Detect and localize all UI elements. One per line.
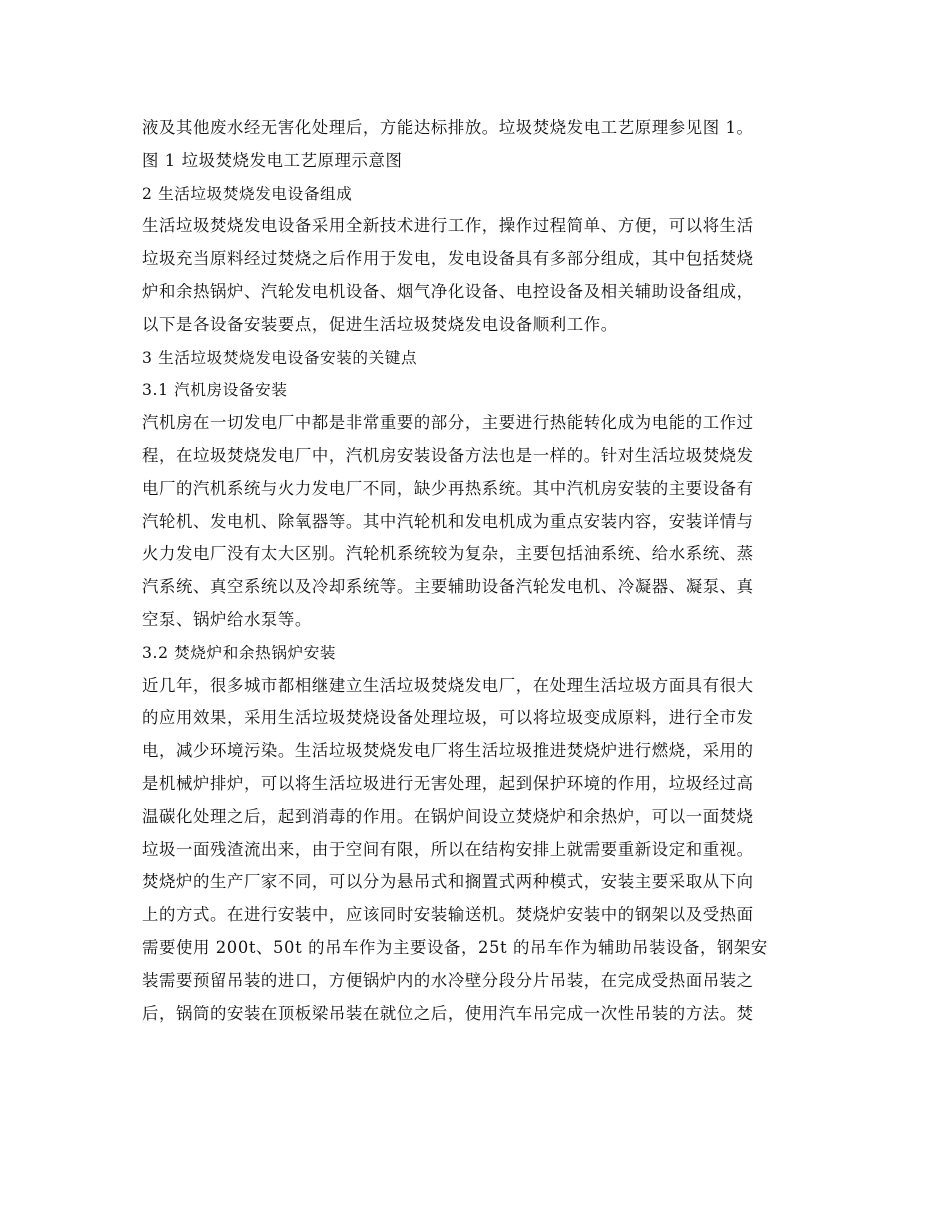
paragraph-line: 温碳化处理之后，起到消毒的作用。在锅炉间设立焚烧炉和余热炉，可以一面焚烧	[142, 806, 754, 826]
paragraph-line: 后，锅筒的安装在顶板梁吊装在就位之后，使用汽车吊完成一次性吊装的方法。焚	[142, 1003, 754, 1023]
paragraph-line: 电厂的汽机系统与火力发电厂不同，缺少再热系统。其中汽机房安装的主要设备有	[142, 478, 754, 498]
paragraph-line: 空泵、锅炉给水泵等。	[142, 609, 312, 629]
subsection-heading: 3.1 汽机房设备安装	[142, 381, 288, 400]
paragraph-line: 程，在垃圾焚烧发电厂中，汽机房安装设备方法也是一样的。针对生活垃圾焚烧发	[142, 445, 754, 465]
paragraph-line: 电，减少环境污染。生活垃圾焚烧发电厂将生活垃圾推进焚烧炉进行燃烧，采用的	[142, 741, 754, 761]
paragraph-line: 近几年，很多城市都相继建立生活垃圾焚烧发电厂，在处理生活垃圾方面具有很大	[142, 675, 754, 695]
paragraph-line: 汽机房在一切发电厂中都是非常重要的部分，主要进行热能转化成为电能的工作过	[142, 413, 754, 433]
paragraph-line: 汽轮机、发电机、除氧器等。其中汽轮机和发电机成为重点安装内容，安装详情与	[142, 511, 754, 531]
paragraph-line: 以下是各设备安装要点，促进生活垃圾焚烧发电设备顺利工作。	[142, 314, 618, 334]
paragraph-line: 的应用效果，采用生活垃圾焚烧设备处理垃圾，可以将垃圾变成原料，进行全市发	[142, 708, 754, 728]
paragraph-line: 垃圾一面残渣流出来，由于空间有限，所以在结构安排上就需要重新设定和重视。	[142, 839, 754, 859]
section-heading: 2 生活垃圾焚烧发电设备组成	[142, 184, 353, 203]
paragraph-line: 上的方式。在进行安装中，应该同时安装输送机。焚烧炉安装中的钢架以及受热面	[142, 905, 754, 925]
paragraph-line: 火力发电厂没有太大区别。汽轮机系统较为复杂，主要包括油系统、给水系统、蒸	[142, 544, 754, 564]
paragraph-line: 生活垃圾焚烧发电设备采用全新技术进行工作，操作过程简单、方便，可以将生活	[142, 216, 754, 236]
figure-caption: 图 1 垃圾焚烧发电工艺原理示意图	[142, 150, 403, 170]
paragraph-line: 需要使用 200t、50t 的吊车作为主要设备，25t 的吊车作为辅助吊装设备，钢架安	[142, 937, 768, 957]
section-heading: 3 生活垃圾焚烧发电设备安装的关键点	[142, 348, 418, 367]
paragraph-line: 装需要预留吊装的进口，方便锅炉内的水冷壁分段分片吊装，在完成受热面吊装之	[142, 970, 754, 990]
document-page	[142, 112, 814, 1030]
subsection-heading: 3.2 焚烧炉和余热锅炉安装	[142, 643, 337, 662]
paragraph-line: 汽系统、真空系统以及冷却系统等。主要辅助设备汽轮发电机、冷凝器、凝泵、真	[142, 577, 754, 597]
paragraph-line: 焚烧炉的生产厂家不同，可以分为悬吊式和搁置式两种模式，安装主要采取从下向	[142, 872, 754, 892]
paragraph-line: 炉和余热锅炉、汽轮发电机设备、烟气净化设备、电控设备及相关辅助设备组成，	[142, 281, 754, 301]
paragraph-line: 是机械炉排炉，可以将生活垃圾进行无害处理，起到保护环境的作用，垃圾经过高	[142, 773, 754, 793]
paragraph-line: 垃圾充当原料经过焚烧之后作用于发电，发电设备具有多部分组成，其中包括焚烧	[142, 249, 754, 269]
paragraph-line: 液及其他废水经无害化处理后，方能达标排放。垃圾焚烧发电工艺原理参见图 1。	[142, 118, 754, 137]
